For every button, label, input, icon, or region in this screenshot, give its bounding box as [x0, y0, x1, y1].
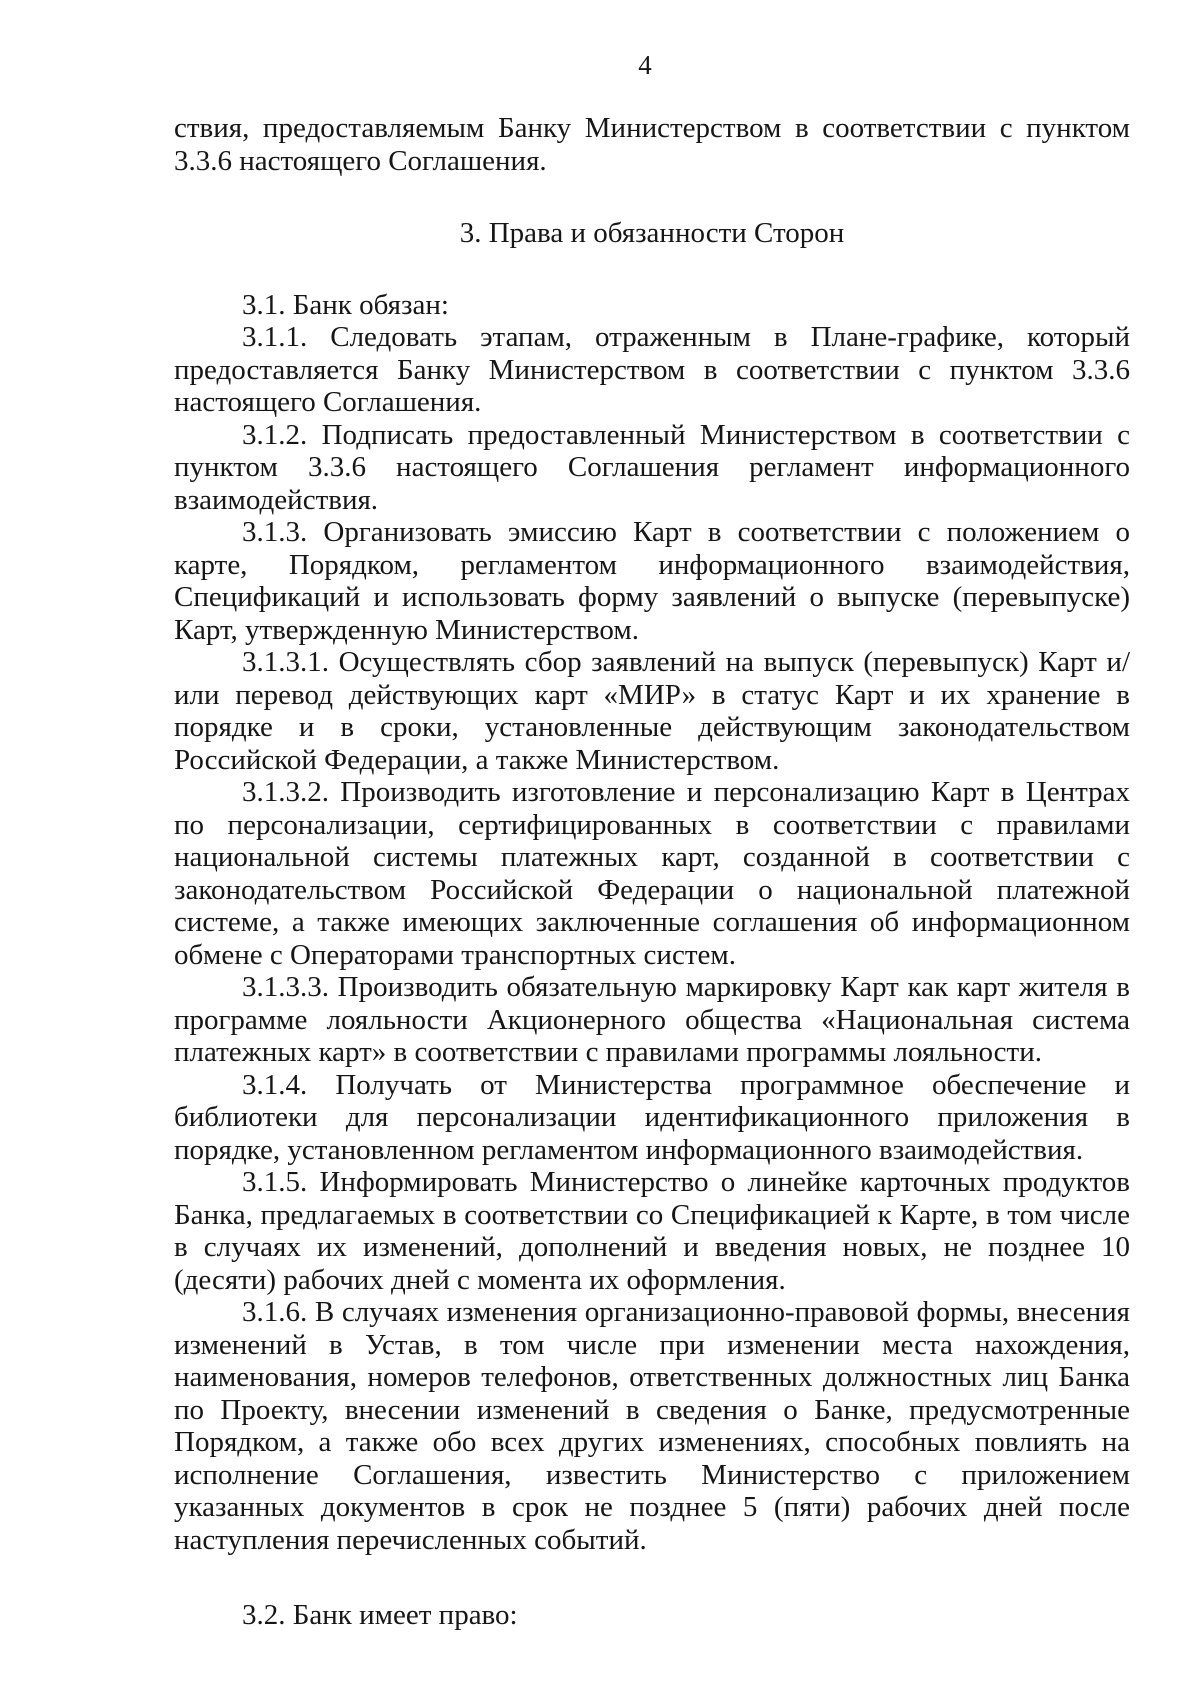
document-body [174, 112, 1130, 1632]
paragraph-3-1-4: 3.1.4. Получать от Министерства программное обеспечение и библиотеки для персонализации идентификационного приложения в порядке, установленном регламентом информационного взаимодействия. [174, 1068, 1130, 1166]
spacer [174, 177, 1130, 217]
section-heading: 3. Права и обязанности Сторон [459, 217, 845, 249]
paragraph-3-1-5: 3.1.5. Информировать Министерство о линейке карточных продуктов Банка, предлагаемых в соответствии со Спецификацией к Карте, в том числе в случаях их изменений, дополнений и введения новых, не позднее 10 (десяти) рабочих дней с момента их оформления. [174, 1166, 1130, 1296]
paragraph-3-1-6: 3.1.6. В случаях изменения организационно-правовой формы, внесения изменений в Устав, в том числе при изменении места нахождения, наименования, номеров телефонов, ответственных должностных лиц Банка по Проекту, внесении изменений в сведения о Банке, предусмотренные Порядком, а также обо всех других изменениях, способных повлиять на исполнение Соглашения, известить Министерство с приложением указанных документов в срок не позднее 5 (пяти) рабочих дней после наступления перечисленных событий. [174, 1296, 1130, 1556]
paragraph-3-1-3-2: 3.1.3.2. Производить изготовление и персонализацию Карт в Центрах по персонализации, сертифицированных в соответствии с правилами национальной системы платежных карт, созданной в соответствии с законодательством Российской Федерации о национальной платежной системе, а также имеющих заключенные соглашения об информационном обмене с Операторами транспортных систем. [174, 776, 1130, 971]
paragraph-3-1: 3.1. Банк обязан: [242, 288, 449, 321]
spacer [174, 250, 1130, 289]
page-number: 4 [638, 50, 652, 80]
paragraph-3-1-1: 3.1.1. Следовать этапам, отраженным в Плане-графике, который предоставляется Банку Министерством в соответствии с пунктом 3.3.6 настоящего Соглашения. [174, 321, 1130, 418]
paragraph-3-1-3-3: 3.1.3.3. Производить обязательную маркировку Карт как карт жителя в программе лояльности Акционерного общества «Национальная система платежных карт» в соответствии с правилами программы лояльности. [174, 971, 1130, 1068]
paragraph-3-2: 3.2. Банк имеет право: [242, 1599, 518, 1631]
paragraph-3-1-3: 3.1.3. Организовать эмиссию Карт в соответствии с положением о карте, Порядком, регламентом информационного взаимодействия, Спецификаций и использовать форму заявлений о выпуске (перевыпуске) Карт, утвержденную Министерством. [174, 516, 1130, 646]
paragraph-continuation: ствия, предоставляемым Банку Министерством в соответствии с пунктом 3.3.6 настоящего Соглашения. [174, 112, 1130, 177]
paragraph-3-1-3-1: 3.1.3.1. Осуществлять сбор заявлений на выпуск (перевыпуск) Карт и/или перевод действующих карт «МИР» в статус Карт и их хранение в порядке и в сроки, установленные действующим законодательством Российской Федерации, а также Министерством. [174, 646, 1130, 776]
paragraph-3-1-2: 3.1.2. Подписать предоставленный Министерством в соответствии с пунктом 3.3.6 настоящего Соглашения регламент информационного взаимодействия. [174, 418, 1130, 516]
spacer [174, 1556, 1130, 1599]
